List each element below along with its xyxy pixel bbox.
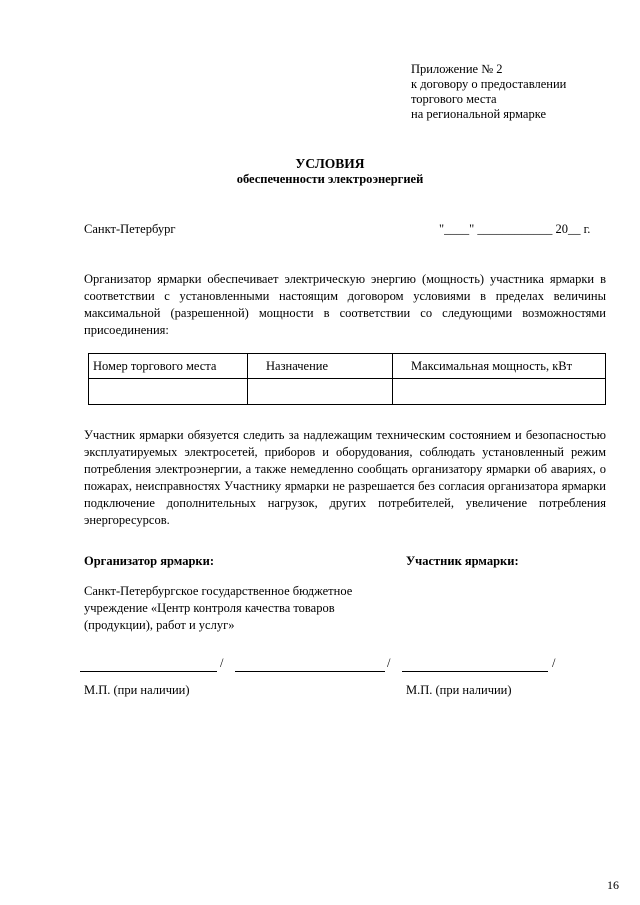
power-table xyxy=(88,353,606,405)
city: Санкт-Петербург xyxy=(84,222,176,236)
annex-header xyxy=(411,62,566,122)
stamp-note-left: М.П. (при наличии) xyxy=(84,683,190,697)
page-number: 16 xyxy=(607,878,619,892)
annex-line: торгового места xyxy=(411,92,497,106)
organizer-label: Организатор ярмарки: xyxy=(84,554,214,568)
signature-line xyxy=(235,671,385,672)
stamp-note-right: М.П. (при наличии) xyxy=(406,683,512,697)
table-cell xyxy=(89,379,248,405)
organizer-name: Санкт-Петербургское государственное бюджетное учреждение «Центр контроля качества товаров (продукции), работ и услуг» xyxy=(84,584,353,632)
document-title-block xyxy=(0,156,640,187)
annex-line: к договору о предоставлении xyxy=(411,77,567,91)
date-placeholder: "____" ____________ 20__ г. xyxy=(439,222,591,236)
header-place-number: Номер торгового места xyxy=(89,354,248,379)
signature-slash: / xyxy=(552,656,556,670)
signature-slash: / xyxy=(387,656,391,670)
paragraph-supply-terms: Организатор ярмарки обеспечивает электрическую энергию (мощность) участника ярмарки в соответствии с установленными настоящим договором условиями в пределах величины максимальной (разрешенной) мощности в соответствии со следующими возможностями присоединения: xyxy=(84,272,606,337)
document-subtitle: обеспеченности электроэнергией xyxy=(236,172,424,186)
document-title: УСЛОВИЯ xyxy=(295,156,365,171)
table-cell xyxy=(393,379,606,405)
header-purpose: Назначение xyxy=(248,354,393,379)
signature-line xyxy=(402,671,548,672)
participant-label: Участник ярмарки: xyxy=(406,554,519,568)
signature-slash: / xyxy=(220,656,224,670)
paragraph-obligations: Участник ярмарки обязуется следить за надлежащим техническим состоянием и безопасностью эксплуатируемых электросетей, приборов и оборудования, соблюдать установленный режим потребления электроэнергии, а также немедленно сообщать организатору ярмарки об авариях, о пожарах, неисправностях Участнику ярмарки не разрешается без согласия организатора ярмарки подключение дополнительных нагрузок, других потребителей, увеличение потребления энергоресурсов. xyxy=(84,428,606,527)
signature-line xyxy=(80,671,217,672)
annex-line: Приложение № 2 xyxy=(411,62,503,76)
table-header-row xyxy=(89,354,606,379)
table-row xyxy=(89,379,606,405)
annex-line: на региональной ярмарке xyxy=(411,107,547,121)
header-max-power: Максимальная мощность, кВт xyxy=(393,354,606,379)
table-cell xyxy=(248,379,393,405)
